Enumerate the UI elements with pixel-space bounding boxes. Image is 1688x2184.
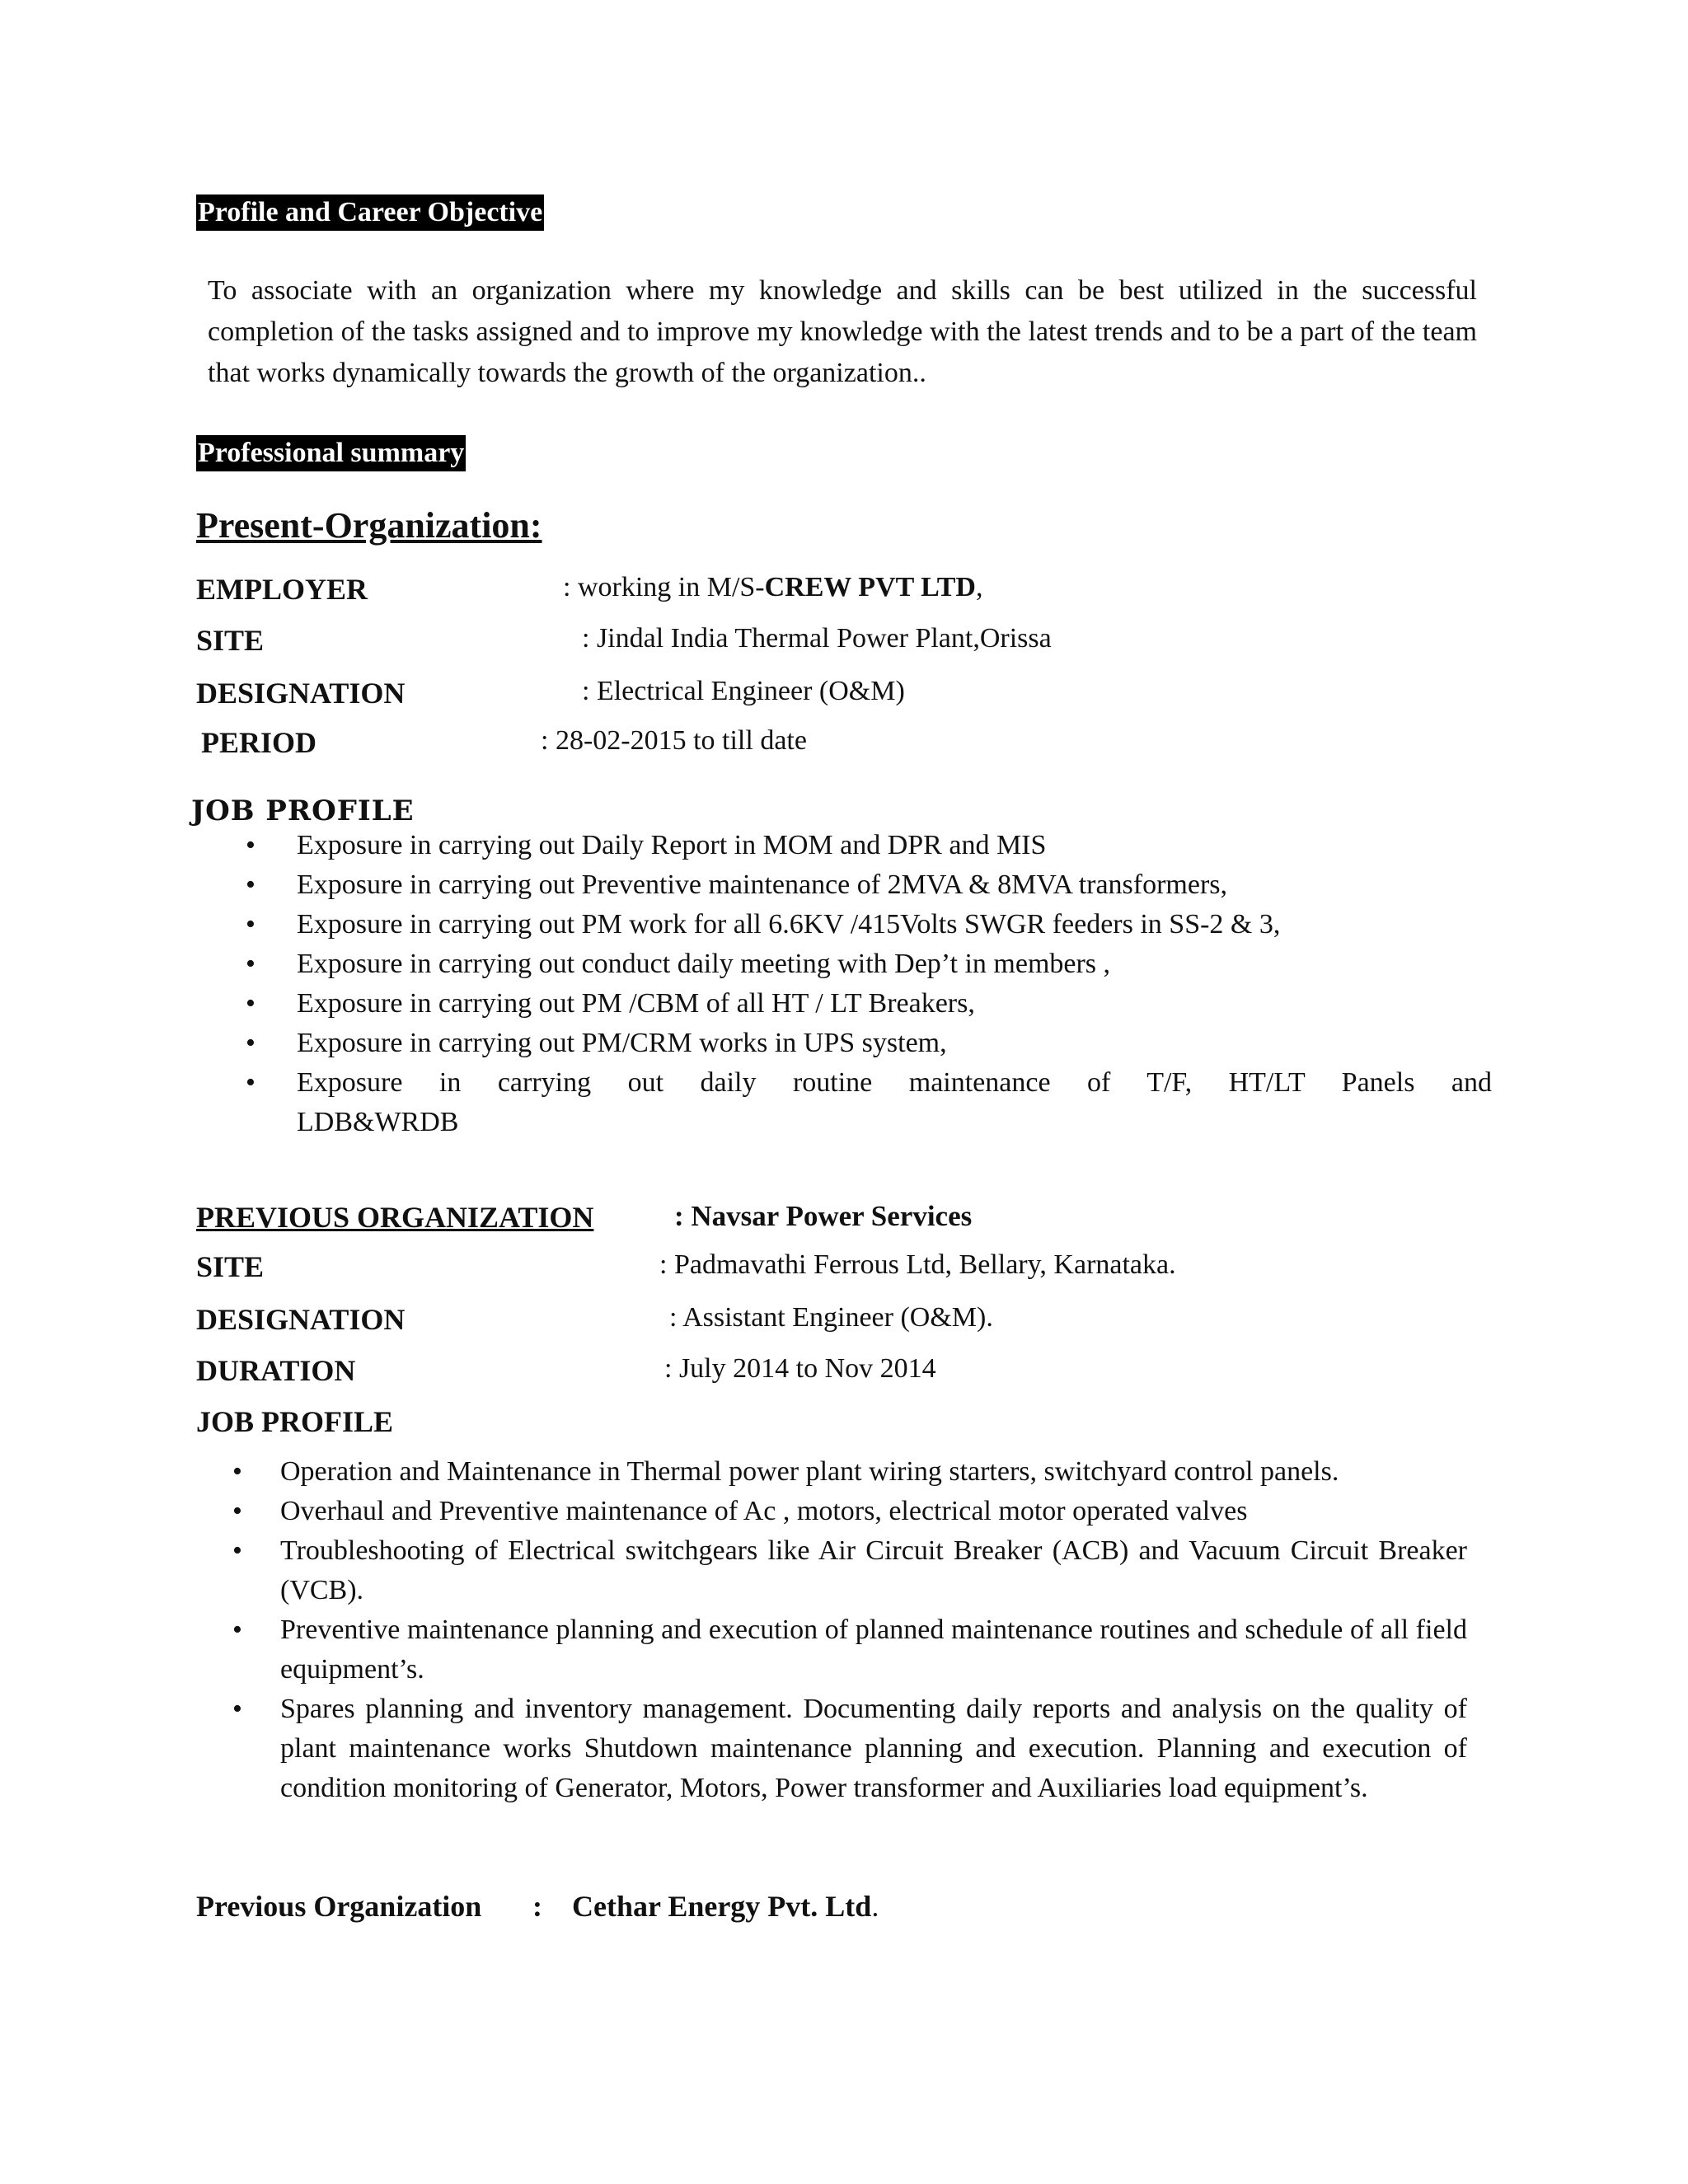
present-duties-list [246,826,1492,1142]
present-designation-value: : Electrical Engineer (O&M) [582,676,905,706]
objective-paragraph: To associate with an organization where my knowledge and skills can be best utilized in the successful completion of the tasks assigned and to improve my knowledge with the latest trends and to be a part of the team that works dynamically towards the growth of the organization.. [208,275,1477,388]
previous-site-value: : Padmavathi Ferrous Ltd, Bellary, Karnataka. [659,1249,1176,1280]
previous-job-profile-label: JOB PROFILE [196,1405,394,1438]
earlier-organization-name: Cethar Energy Pvt. Ltd [572,1890,872,1923]
present-designation-label: DESIGNATION [196,677,406,710]
list-item: • Exposure in carrying out Daily Report in MOM and DPR and MIS [246,830,1047,860]
employer-label: EMPLOYER [196,573,368,606]
previous-designation-value: : Assistant Engineer (O&M). [669,1302,993,1333]
list-item: • Preventive maintenance planning and execution of planned maintenance routines and schedule of all field equipment’s. [232,1615,1467,1685]
previous-duties-list [232,1452,1467,1808]
list-item: • Exposure in carrying out PM/CRM works in UPS system, [246,1028,947,1058]
previous-duration-value: : July 2014 to Nov 2014 [664,1353,936,1384]
earlier-organization-value [572,1889,879,1924]
earlier-organization-label: Previous Organization [196,1890,482,1923]
list-item: • Spares planning and inventory management. Documenting daily reports and analysis on the quality of plant maintenance works Shutdown maintenance planning and execution. Planning and execution of condition monitoring of Generator, Motors, Power transformer and Auxiliaries load equipment’s. [232,1694,1467,1803]
summary-heading: Professional summary [196,435,466,471]
employer-suffix: , [975,572,983,602]
list-item: • Exposure in carrying out PM /CBM of all HT / LT Breakers, [246,988,975,1019]
last-duty-line-2: LDB&WRDB [297,1107,459,1137]
list-item: • Exposure in carrying out PM work for all 6.6KV /415Volts SWGR feeders in SS-2 & 3, [246,909,1281,940]
earlier-organization-suffix: . [871,1890,879,1923]
list-item: • Operation and Maintenance in Thermal power plant wiring starters, switchyard control panels. [232,1456,1339,1487]
present-organization-heading: Present-Organization: [196,505,542,546]
list-item: • Exposure in carrying out daily routine maintenance of T/F, HT/LT Panels and LDB&WRDB [246,1063,1492,1142]
previous-designation-label: DESIGNATION [196,1303,406,1336]
last-duty-line-1: Exposure in carrying out daily routine maintenance of T/F, HT/LT Panels and [297,1067,1492,1098]
employer-prefix: : working in M/S- [563,572,765,602]
objective-heading: Profile and Career Objective [196,194,544,231]
objective-text [208,270,1477,394]
list-item: • Troubleshooting of Electrical switchgears like Air Circuit Breaker (ACB) and Vacuum Circuit Breaker (VCB). [232,1535,1467,1605]
employer-name: CREW PVT LTD [764,572,976,602]
present-job-profile-label: JOB PROFILE [191,794,415,827]
previous-site-label: SITE [196,1250,265,1283]
present-site-label: SITE [196,624,265,657]
present-period-label: PERIOD [201,726,317,759]
previous-organization-value: : Navsar Power Services [674,1200,973,1232]
previous-duration-label: DURATION [196,1354,356,1387]
list-item: • Overhaul and Preventive maintenance of Ac , motors, electrical motor operated valves [232,1496,1248,1526]
present-site-value: : Jindal India Thermal Power Plant,Orissa [582,623,1052,654]
earlier-organization-colon: : [532,1890,542,1923]
employer-value [563,572,982,603]
present-period-value: : 28-02-2015 to till date [541,725,807,756]
list-item: • Exposure in carrying out conduct daily meeting with Dep’t in members , [246,949,1111,979]
previous-organization-heading: PREVIOUS ORGANIZATION [196,1201,594,1234]
list-item: • Exposure in carrying out Preventive maintenance of 2MVA & 8MVA transformers, [246,869,1228,900]
